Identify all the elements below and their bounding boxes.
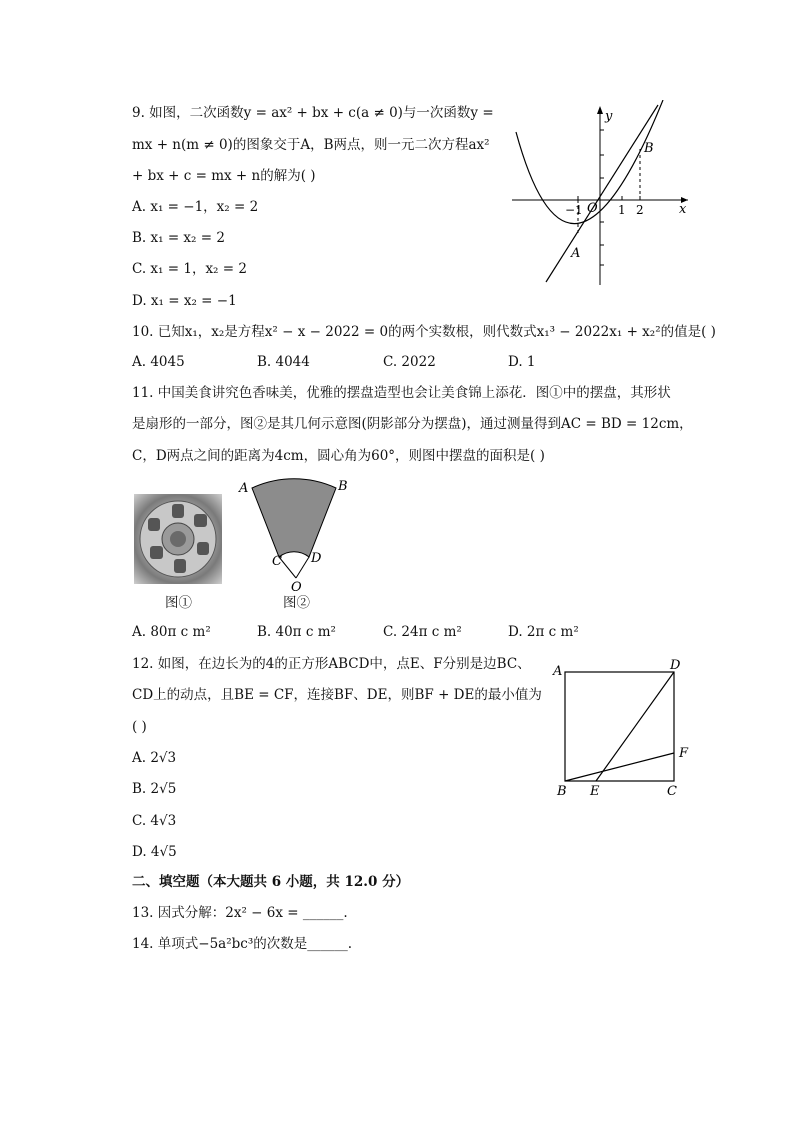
plate-illustration bbox=[134, 494, 222, 584]
q12-text-line1: 12. 如图，在边长为的4的正方形ABCD中，点E、F分别是边BC、 bbox=[132, 656, 531, 672]
q9-label-a: A bbox=[571, 246, 581, 261]
square-label-f: F bbox=[679, 746, 689, 761]
q10-option-c: C. 2022 bbox=[383, 354, 436, 370]
q9-option-c: C. x₁ = 1，x₂ = 2 bbox=[132, 261, 247, 277]
square-label-a: A bbox=[553, 664, 563, 679]
q12-text-line3: ( ) bbox=[132, 719, 147, 735]
sector-label-o: O bbox=[291, 580, 302, 594]
q9-tick-2: 2 bbox=[636, 203, 644, 217]
q12-text-line2: CD上的动点，且BE = CF，连接BF、DE，则BF + DE的最小值为 bbox=[132, 687, 542, 703]
square-label-c: C bbox=[667, 784, 677, 799]
sector-shaded bbox=[252, 479, 336, 557]
q10-option-d: D. 1 bbox=[508, 354, 536, 370]
q9-text-line1: 9. 如图，二次函数y = ax² + bx + c(a ≠ 0)与一次函数y = bbox=[132, 105, 494, 121]
q10-option-a: A. 4045 bbox=[132, 354, 185, 370]
segment-de bbox=[596, 672, 674, 781]
q11-text-line3: C，D两点之间的距离为4cm，圆心角为60°，则图中摆盘的面积是( ) bbox=[132, 448, 545, 464]
sector-label-d: D bbox=[311, 551, 322, 566]
q11-option-c: C. 24π c m² bbox=[383, 624, 462, 640]
sector-label-b: B bbox=[338, 479, 348, 494]
q12-option-a: A. 2√3 bbox=[132, 750, 177, 766]
q9-label-b: B bbox=[644, 141, 654, 156]
section-fill-blank-title: 二、填空题（本大题共 6 小题，共 12.0 分） bbox=[132, 874, 410, 890]
q11-text-line2: 是扇形的一部分，图②是其几何示意图(阴影部分为摆盘)，通过测量得到AC = BD = 12cm， bbox=[132, 416, 693, 432]
q9-text-line2: mx + n(m ≠ 0)的图象交于A，B两点，则一元二次方程ax² bbox=[132, 137, 490, 153]
q12-option-d: D. 4√5 bbox=[132, 844, 177, 860]
q9-label-x: x bbox=[679, 202, 687, 217]
square-label-b: B bbox=[557, 784, 567, 799]
q9-text-line3: + bx + c = mx + n的解为( ) bbox=[132, 168, 316, 184]
q9-y-arrow bbox=[597, 106, 603, 114]
q14-text: 14. 单项式−5a²bc³的次数是______. bbox=[132, 936, 353, 952]
q11-option-a: A. 80π c m² bbox=[132, 624, 211, 640]
q9-label-origin: O bbox=[587, 201, 598, 216]
square-label-e: E bbox=[590, 784, 600, 799]
q9-linear-function bbox=[546, 105, 658, 282]
q10-text-line1: 10. 已知x₁，x₂是方程x² − x − 2022 = 0的两个实数根，则代数式x₁³ − 2022x₁ + x₂²的值是( ) bbox=[132, 324, 716, 340]
q12-option-b: B. 2√5 bbox=[132, 781, 177, 797]
q9-tick-neg1: −1 bbox=[565, 203, 583, 217]
q9-option-d: D. x₁ = x₂ = −1 bbox=[132, 293, 237, 309]
fig2-caption: 图② bbox=[283, 595, 310, 611]
q11-option-d: D. 2π c m² bbox=[508, 624, 579, 640]
plate-photo bbox=[134, 494, 222, 584]
q9-tick-1: 1 bbox=[618, 203, 626, 217]
fig1-caption: 图① bbox=[165, 595, 192, 611]
sector-diagram bbox=[234, 474, 354, 594]
segment-bf bbox=[565, 753, 674, 781]
q10-option-b: B. 4044 bbox=[257, 354, 310, 370]
square-diagram bbox=[548, 658, 698, 800]
q13-text: 13. 因式分解：2x² − 6x = ______. bbox=[132, 905, 348, 921]
q9-label-y: y bbox=[605, 109, 613, 124]
q12-option-c: C. 4√3 bbox=[132, 813, 177, 829]
square-abcd bbox=[565, 672, 674, 781]
q11-text-line1: 11. 中国美食讲究色香味美，优雅的摆盘造型也会让美食锦上添花．图①中的摆盘，其形状 bbox=[132, 385, 671, 401]
sector-label-c: C bbox=[272, 554, 282, 569]
sector-label-a: A bbox=[239, 481, 249, 496]
q9-graph bbox=[508, 100, 694, 290]
square-label-d: D bbox=[670, 658, 681, 673]
q9-option-b: B. x₁ = x₂ = 2 bbox=[132, 230, 225, 246]
q11-option-b: B. 40π c m² bbox=[257, 624, 336, 640]
q9-option-a: A. x₁ = −1，x₂ = 2 bbox=[132, 199, 259, 215]
